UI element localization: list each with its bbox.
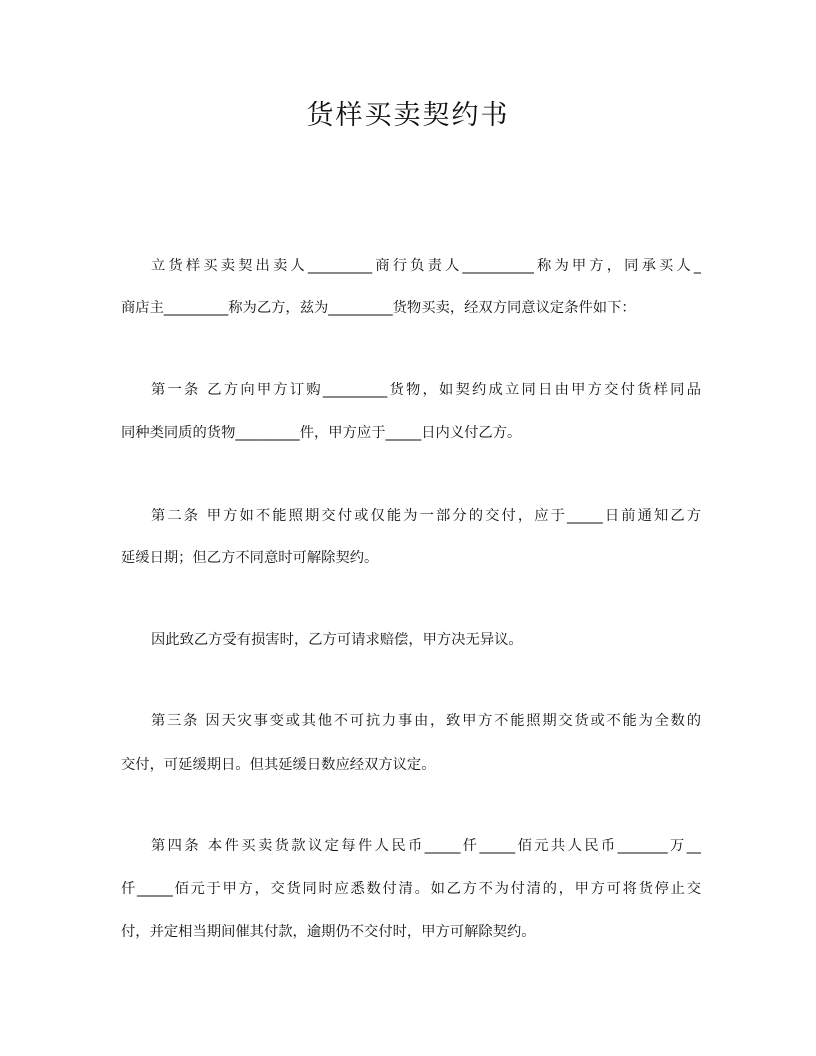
article-4-line-3: 付，并定相当期间催其付款，逾期仍不交付时，甲方可解除契约。	[121, 924, 536, 940]
preamble-line-2: 商店主_________称为乙方，兹为_________货物买卖，经双方同意议定条件如下：	[121, 300, 636, 316]
document-title: 货样买卖契约书	[306, 100, 510, 131]
article-4-line-1: 第四条 本件买卖货款议定每件人民币_____仟_____佰元共人民币_______万__	[151, 838, 701, 854]
article-4-line-2: 仟_____佰元于甲方，交货同时应悉数付清。如乙方不为付清的，甲方可将货停止交	[121, 881, 701, 897]
article-2-line-2: 延缓日期；但乙方不同意时可解除契约。	[121, 550, 379, 566]
article-1-line-2: 同种类同质的货物_________件，甲方应于_____日内义付乙方。	[121, 425, 522, 441]
preamble-line-1: 立货样买卖契出卖人_________商行负责人__________称为甲方，同承买人_	[151, 258, 701, 274]
article-2-line-1: 第二条 甲方如不能照期交付或仅能为一部分的交付，应于_____日前通知乙方	[151, 508, 701, 524]
article-1-line-1: 第一条 乙方向甲方订购_________货物，如契约成立同日由甲方交付货样同品	[151, 382, 701, 398]
article-2-paragraph-2: 因此致乙方受有损害时，乙方可请求赔偿，甲方决无异议。	[151, 632, 523, 648]
article-3-line-1: 第三条 因天灾事变或其他不可抗力事由，致甲方不能照期交货或不能为全数的	[151, 713, 701, 729]
article-3-line-2: 交付，可延缓期日。但其延缓日数应经双方议定。	[121, 757, 436, 773]
